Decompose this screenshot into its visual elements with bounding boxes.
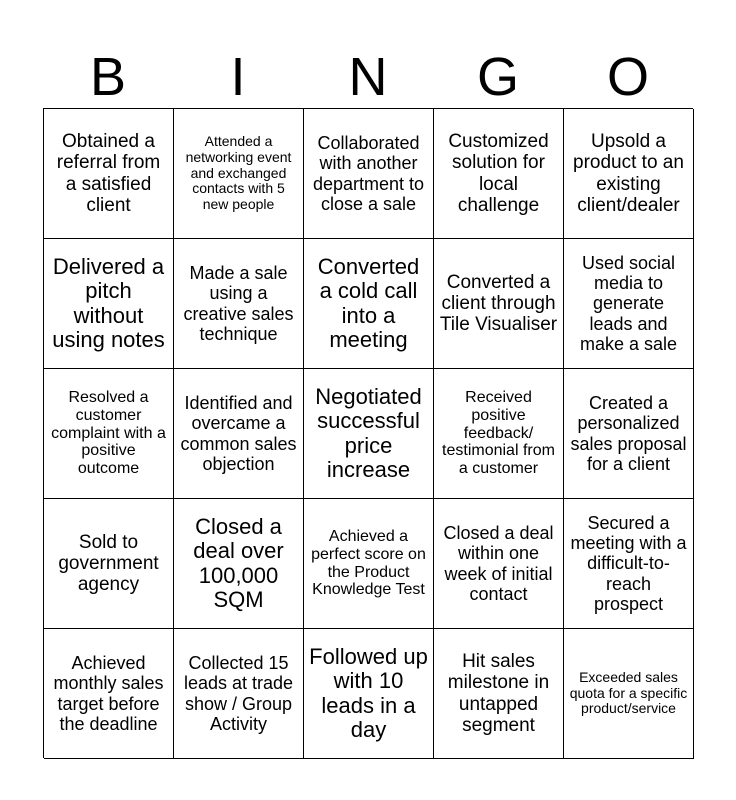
cell-text: Converted a client through Tile Visualiser <box>439 271 558 336</box>
bingo-cell-r2-c4[interactable] <box>434 239 564 369</box>
bingo-cell-r4-c1[interactable] <box>44 499 174 629</box>
cell-text: Customized solution for local challenge <box>448 130 549 216</box>
bingo-cell-r3-c5[interactable] <box>564 369 694 499</box>
bingo-cell-r4-c3[interactable] <box>304 499 434 629</box>
bingo-cell-r5-c2[interactable] <box>174 629 304 759</box>
cell-text: Secured a meeting with a difficult-to-reach prospect <box>570 513 687 614</box>
cell-text: Attended a networking event and exchanged contacts with 5 new people <box>185 133 292 212</box>
cell-text: Collaborated with another department to close a sale <box>312 133 425 214</box>
cell-text: Closed a deal within one week of initial contact <box>443 523 554 604</box>
cell-text: Identified and overcame a common sales objection <box>180 393 297 474</box>
cell-text: Hit sales milestone in untapped segment <box>447 650 550 736</box>
cell-text: Delivered a pitch without using notes <box>52 254 165 352</box>
cell-text: Used social media to generate leads and make a sale <box>579 253 678 354</box>
cell-text: Exceeded sales quota for a specific product/service <box>569 668 688 717</box>
header-letter-n: N <box>348 47 388 107</box>
bingo-cell-r5-c5[interactable] <box>564 629 694 759</box>
bingo-cell-r1-c2[interactable] <box>174 109 304 239</box>
bingo-cell-r4-c4[interactable] <box>434 499 564 629</box>
header-letter-g: G <box>476 47 519 107</box>
cell-text: Achieved a perfect score on the Product Knowledge Test <box>311 527 426 599</box>
bingo-cell-r1-c4[interactable] <box>434 109 564 239</box>
bingo-cell-r1-c1[interactable] <box>44 109 174 239</box>
bingo-cell-r4-c5[interactable] <box>564 499 694 629</box>
cell-text: Upsold a product to an existing client/dealer <box>573 130 684 216</box>
bingo-cell-r5-c3[interactable] <box>304 629 434 759</box>
bingo-cell-r3-c1[interactable] <box>44 369 174 499</box>
bingo-cell-r5-c4[interactable] <box>434 629 564 759</box>
cell-text: Converted a cold call into a meeting <box>317 254 420 352</box>
bingo-cell-r2-c5[interactable] <box>564 239 694 369</box>
cell-text: Collected 15 leads at trade show / Group Activity <box>183 653 294 734</box>
cell-text: Received positive feedback/ testimonial from a customer <box>442 388 555 478</box>
bingo-cell-r3-c2[interactable] <box>174 369 304 499</box>
cell-text: Resolved a customer complaint with a positive outcome <box>51 388 166 478</box>
cell-text: Closed a deal over 100,000 SQM <box>193 514 284 612</box>
bingo-cell-r3-c3[interactable] <box>304 369 434 499</box>
cell-text: Made a sale using a creative sales technique <box>183 263 294 344</box>
bingo-cell-r1-c3[interactable] <box>304 109 434 239</box>
bingo-cell-r4-c2[interactable] <box>174 499 304 629</box>
cell-text: Sold to government agency <box>58 531 159 596</box>
cell-text: Followed up with 10 leads in a day <box>309 644 428 742</box>
header-letter-o: O <box>606 47 649 107</box>
bingo-cell-r2-c1[interactable] <box>44 239 174 369</box>
cell-text: Obtained a referral from a satisfied client <box>56 130 161 216</box>
cell-text: Achieved monthly sales target before the deadline <box>53 653 164 734</box>
header-letter-b: B <box>89 47 127 107</box>
bingo-card-grid <box>43 108 693 758</box>
header-letter-i: I <box>230 47 246 107</box>
bingo-cell-r5-c1[interactable] <box>44 629 174 759</box>
bingo-cell-r2-c2[interactable] <box>174 239 304 369</box>
bingo-cell-r3-c4[interactable] <box>434 369 564 499</box>
cell-text: Created a personalized sales proposal for a client <box>570 393 687 474</box>
bingo-cell-r1-c5[interactable] <box>564 109 694 239</box>
bingo-header <box>43 46 693 108</box>
cell-text: Negotiated successful price increase <box>315 384 422 482</box>
bingo-cell-r2-c3[interactable] <box>304 239 434 369</box>
